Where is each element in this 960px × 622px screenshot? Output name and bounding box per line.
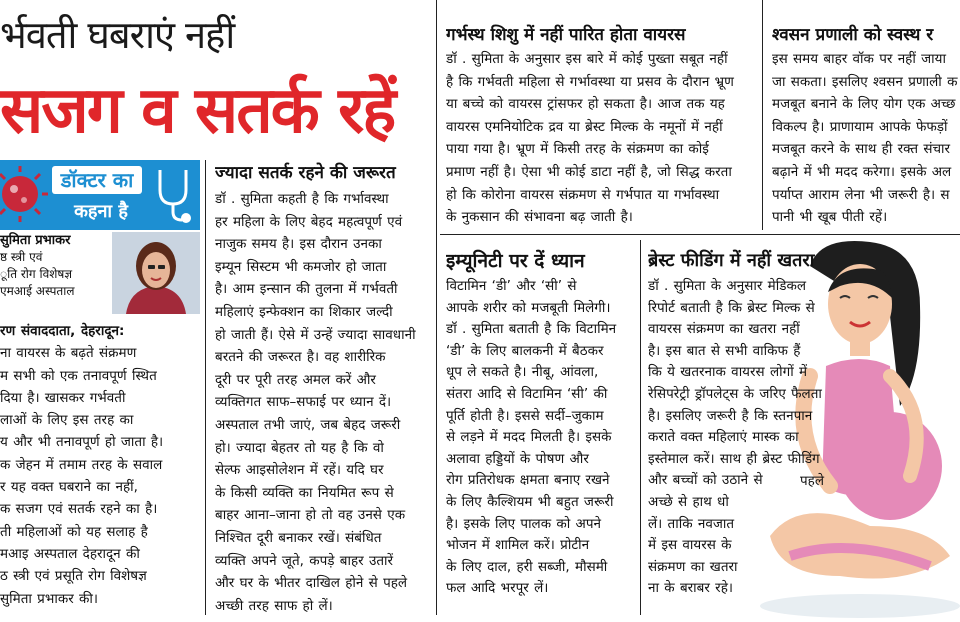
text-line: है। इसके लिए पालक को अपने (446, 515, 602, 532)
text-line: व्यक्ति अपने जूते, कपड़े बाहर उतारें (215, 552, 394, 569)
text-line: है। इसलिए जरूरी है कि स्तनपान (648, 407, 813, 424)
section-heading-breastfeeding: ब्रेस्ट फीडिंग में नहीं खतरा (648, 250, 815, 271)
text-line: फल आदि भरपूर लें। (446, 580, 549, 597)
text-line: पर्याप्त आराम लेना भी जरूरी है। स (772, 186, 950, 203)
text-line: या बच्चे को वायरस ट्रांसफर हो सकता है। आज तक यह (446, 96, 725, 113)
text-line: म सभी को एक तनावपूर्ण स्थित (0, 367, 157, 384)
text-line: और घर के भीतर दाखिल होने से पहले (215, 575, 408, 592)
text-line: लें। ताकि नवजात (648, 515, 735, 532)
text-line: बढ़ाने में भी मदद करेगा। इसके अल (772, 163, 952, 180)
text-line: व्यक्तिगत साफ–सफाई पर ध्यान दें। (215, 394, 392, 411)
headline-line-1: र्भवती घबराएं नहीं (0, 13, 235, 57)
section-divider (440, 234, 960, 235)
text-line: आपके शरीर को मजबूती मिलेगी। (446, 299, 611, 316)
floating-word: पहले (800, 473, 824, 489)
text-line: इस्तेमाल करें। साथ ही ब्रेस्ट फीडिंग (648, 450, 820, 467)
doctor-title-line: ष्ठ स्त्री एवं (0, 250, 43, 264)
text-line: मजबूत करने के साथ ही रक्त संचार (772, 141, 951, 158)
text-line: निश्चित दूरी बनाकर रखें। संबंधित (215, 529, 382, 546)
text-line: डॉ . सुमिता के अनुसार मेडिकल (648, 278, 806, 294)
text-line: पानी भी खूब पीती रहें। (772, 209, 888, 226)
text-line: सेल्फ आइसोलेशन में रहें। यदि घर (215, 462, 384, 479)
text-line: पाया गया है। भ्रूण में किसी तरह के संक्रमण का कोई (446, 141, 709, 158)
doctor-says-banner (0, 160, 200, 230)
text-line: मजबूत बनाने के लिए योग एक अच्छ (772, 96, 956, 113)
section-heading-fetus: गर्भस्थ शिशु में नहीं पारित होता वायरस (446, 25, 686, 45)
text-line: दिया है। खासकर गर्भवती (0, 389, 126, 406)
text-line: पूर्ति होती है। इससे सर्दी–जुकाम (446, 407, 604, 424)
text-line: क सजग एवं सतर्क रहने का है। (0, 501, 158, 518)
section-text-immunity (446, 276, 638, 600)
text-line: और बच्चों को उठाने से (648, 472, 763, 489)
section-text-caution (215, 188, 430, 617)
text-line: ठ स्त्री एवं प्रसूति रोग विशेषज्ञ (0, 568, 147, 585)
text-line: के लिए कैल्शियम भी बहुत जरूरी (446, 493, 614, 510)
text-line: ती महिलाओं को यह सलाह है (0, 523, 148, 540)
section-heading-immunity: इम्यूनिटी पर दें ध्यान (446, 250, 585, 272)
virus-icon (0, 164, 50, 224)
text-line: के नुकसान की संभावना बढ़ जाती है। (446, 209, 633, 226)
text-line: विकल्प है। प्राणायाम आपके फेफड़ों (772, 118, 948, 135)
text-line: अलावा हड्डियों के पोषण और (446, 450, 589, 467)
text-line: है। आम इन्सान की तुलना में गर्भवती (215, 281, 398, 298)
text-line: मआइ अस्पताल देहरादून की (0, 545, 140, 562)
text-line: में इस वायरस के (648, 537, 732, 554)
intro-text (0, 320, 200, 610)
text-line: डॉ . सुमिता के अनुसार इस बारे में कोई पुख्ता सबूत नहीं (446, 51, 728, 67)
text-line: हो कि कोरोना वायरस संक्रमण से गर्भपात या गर्भावस्था (446, 186, 720, 203)
text-line: कराते वक्त महिलाएं मास्क का (648, 429, 799, 446)
text-line: दूरी पर पूरी तरह अमल करें और (215, 371, 376, 388)
text-line: य और भी तनावपूर्ण हो जाता है। (0, 434, 164, 451)
text-line: लाओं के लिए इस तरह का (0, 412, 134, 429)
section-text-respiratory (772, 48, 960, 229)
text-line: इस समय बाहर वॉक पर नहीं जाया (772, 51, 946, 67)
text-line: हो जाती हैं। ऐसे में उन्हें ज्यादा सावधानी (215, 326, 416, 343)
section-text-fetus (446, 48, 756, 229)
text-line: के किसी व्यक्ति का नियमित रूप से (215, 484, 394, 501)
doctor-label-top: डॉक्टर का (52, 166, 142, 194)
text-line: के लिए दाल, हरी सब्जी, मौसमी (446, 558, 608, 575)
text-line: बरतने की जरूरत है। वह शारीरिक (215, 349, 386, 366)
text-line: महिलाएं इन्फेक्शन का शिकार जल्दी (215, 303, 393, 320)
text-line: अच्छे से हाथ धो (648, 493, 729, 510)
headline-line-2: सजग व सतर्क रहें (0, 74, 395, 148)
text-line: रेसिपरेट्री ड्रॉपलेट्स के जरिए फैलता (648, 385, 822, 402)
column-divider (762, 0, 763, 230)
text-line: डॉ . सुमिता बताती है कि विटामिन (446, 321, 617, 338)
text-line: हो। ज्यादा बेहतर तो यह है कि वो (215, 439, 384, 456)
section-heading-respiratory: श्वसन प्रणाली को स्वस्थ र (772, 25, 934, 45)
text-line: सुमिता प्रभाकर की। (0, 590, 99, 607)
doctor-name-line: सुमिता प्रभाकर (0, 233, 71, 248)
text-line: नाजुक समय है। इस दौरान उनका (215, 236, 382, 253)
column-divider (640, 240, 641, 615)
text-line: अच्छी तरह साफ हो लें। (215, 597, 333, 614)
text-line: संक्रमण का खतरा (648, 558, 738, 575)
text-line: प्रमाण नहीं है। ऐसा भी कोई डाटा नहीं है, जो सिद्ध करता (446, 163, 732, 180)
text-line: हर महिला के लिए बेहद महत्वपूर्ण एवं (215, 213, 403, 230)
text-line: बाहर आना–जाना हो तो वह उनसे एक (215, 507, 406, 524)
text-line: ना वायरस के बढ़ते संक्रमण (0, 345, 137, 362)
text-line: भोजन में शामिल करें। प्रोटीन (446, 537, 590, 554)
text-line: अस्पताल तभी जाएं, जब बेहद जरूरी (215, 416, 401, 433)
text-line: रिपोर्ट बताती है कि ब्रेस्ट मिल्क से (648, 299, 815, 316)
text-line: संतरा आदि से विटामिन ‘सी’ की (446, 385, 608, 402)
section-heading-caution: ज्यादा सतर्क रहने की जरूरत (215, 163, 396, 183)
text-line: रण संवाददाता, देहरादून: (0, 323, 125, 339)
text-line: र यह वक्त घबराने का नहीं, (0, 479, 138, 496)
text-line: ना के बराबर रहे। (648, 580, 733, 597)
section-text-breastfeeding (648, 276, 830, 600)
text-line: जा सकता। इसलिए श्वसन प्रणाली क (772, 73, 958, 90)
text-line: वायरस एमनियोटिक द्रव या ब्रेस्ट मिल्क के नमूनों में नहीं (446, 118, 723, 135)
doctor-title-line: एमआई अस्पताल (0, 284, 75, 298)
text-line: है। इस बात से सभी वाकिफ हैं (648, 342, 801, 359)
text-line: रोग प्रतिरोधक क्षमता बनाए रखने (446, 472, 610, 489)
text-line: डॉ . सुमिता कहती है कि गर्भावस्था (215, 191, 389, 207)
text-line: से लड़ने में मदद मिलती है। इसके (446, 429, 612, 446)
column-divider (205, 160, 206, 615)
text-line: क जेहन में तमाम तरह के सवाल (0, 456, 163, 473)
text-line: वायरस संक्रमण का खतरा नहीं (648, 321, 800, 338)
text-line: विटामिन ‘डी’ और ‘सी’ से (446, 278, 577, 294)
doctor-info (0, 232, 110, 312)
stethoscope-icon (150, 166, 196, 224)
doctor-title-line: ूति रोग विशेषज्ञ (0, 267, 73, 281)
text-line: है कि गर्भवती महिला से गर्भावस्था या प्रसव के दौरान भ्रूण (446, 73, 734, 90)
column-divider (436, 0, 437, 615)
text-line: धूप ले सकते है। नीबू, आंवला, (446, 364, 599, 381)
doctor-label-bottom: कहना है (74, 201, 128, 222)
doctor-photo (112, 232, 200, 314)
text-line: कि ये खतरनाक वायरस लोगों में (648, 364, 808, 381)
text-line: ‘डी’ के लिए बालकनी में बैठकर (446, 342, 604, 359)
text-line: इम्यून सिस्टम भी कमजोर हो जाता (215, 258, 387, 275)
